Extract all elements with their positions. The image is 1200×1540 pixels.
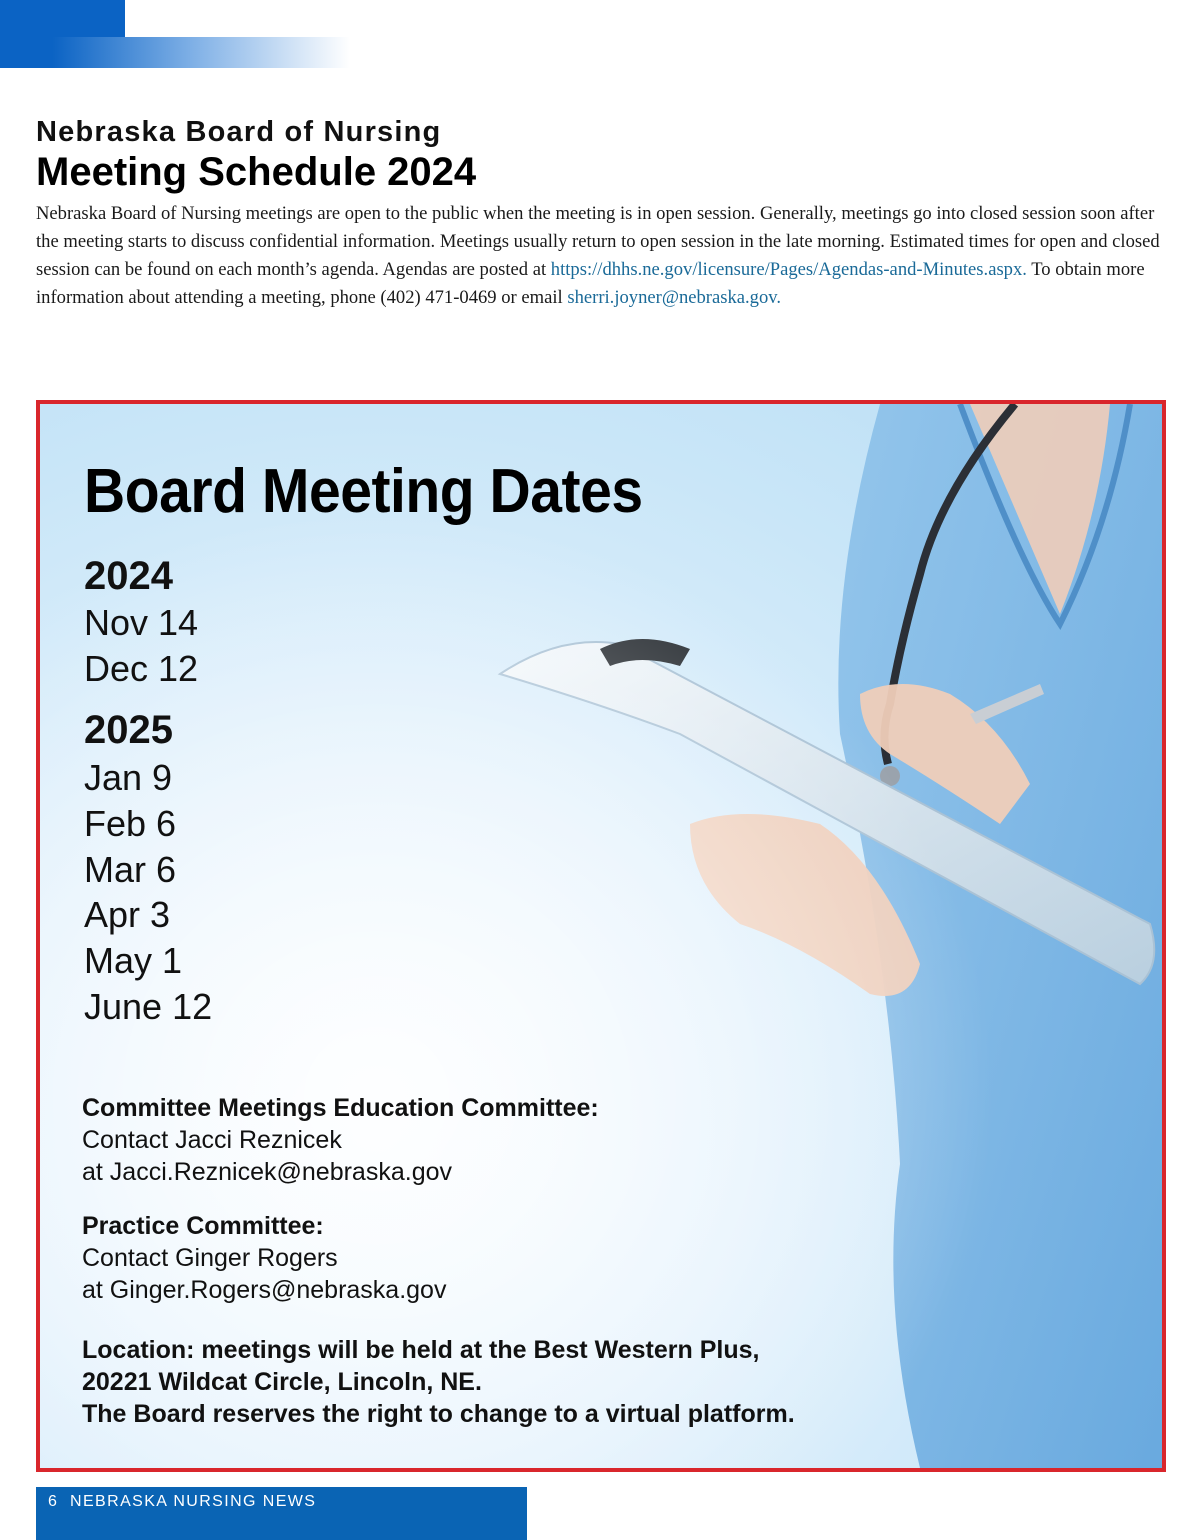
intro-text-2: To obtain more information about attending a meeting, phone (402) 471-0469 or email	[36, 259, 1145, 308]
practice-committee-contact: Contact Ginger Rogers	[82, 1244, 338, 1272]
education-committee-block	[82, 1092, 599, 1188]
year-heading-2025: 2025	[84, 708, 173, 752]
header-accent-bar	[0, 37, 350, 68]
page-title: Meeting Schedule 2024	[36, 150, 477, 194]
nurse-clipboard-illustration	[40, 404, 1162, 1468]
location-note: The Board reserves the right to change to a virtual platform.	[82, 1400, 795, 1428]
page-number: 6	[48, 1493, 59, 1510]
footer-bar	[36, 1487, 527, 1540]
location-address: 20221 Wildcat Circle, Lincoln, NE.	[82, 1368, 482, 1396]
practice-committee-heading: Practice Committee:	[82, 1212, 324, 1240]
board-meeting-dates-panel	[36, 400, 1166, 1472]
intro-paragraph	[36, 200, 1161, 312]
meeting-date: Apr 3	[84, 894, 171, 935]
practice-committee-email[interactable]: at Ginger.Rogers@nebraska.gov	[82, 1276, 447, 1304]
year-heading-2024: 2024	[84, 554, 173, 598]
board-title: Board Meeting Dates	[84, 457, 643, 526]
meeting-date: June 12	[84, 986, 213, 1027]
meeting-date: Feb 6	[84, 803, 177, 844]
agendas-link[interactable]: https://dhhs.ne.gov/licensure/Pages/Agendas-and-Minutes.aspx.	[550, 259, 1027, 280]
practice-committee-block	[82, 1210, 446, 1306]
location-line: Location: meetings will be held at the Best Western Plus,	[82, 1336, 760, 1364]
meeting-date: Jan 9	[84, 757, 173, 798]
footer-text	[48, 1493, 316, 1511]
intro-text-1: Nebraska Board of Nursing meetings are open to the public when the meeting is in open session. Generally, meetings go into closed session soon after the meeting starts to discuss confidential information. Meetings usually return to open session in the late morning. Estimated times for open and closed session can be found on each month’s agenda. Agendas are posted at	[36, 203, 1160, 280]
education-committee-heading: Committee Meetings Education Committee:	[82, 1094, 599, 1122]
meeting-location	[82, 1334, 795, 1430]
meeting-date: May 1	[84, 940, 183, 981]
publication-name: NEBRASKA NURSING NEWS	[70, 1493, 317, 1510]
contact-email-link[interactable]: sherri.joyner@nebraska.gov.	[567, 287, 782, 308]
education-committee-contact: Contact Jacci Reznicek	[82, 1126, 342, 1154]
org-name: Nebraska Board of Nursing	[36, 116, 442, 148]
meeting-date: Nov 14	[84, 602, 199, 643]
education-committee-email[interactable]: at Jacci.Reznicek@nebraska.gov	[82, 1158, 452, 1186]
meeting-date: Dec 12	[84, 648, 199, 689]
meeting-date: Mar 6	[84, 849, 177, 890]
header-accent-block	[0, 0, 125, 37]
